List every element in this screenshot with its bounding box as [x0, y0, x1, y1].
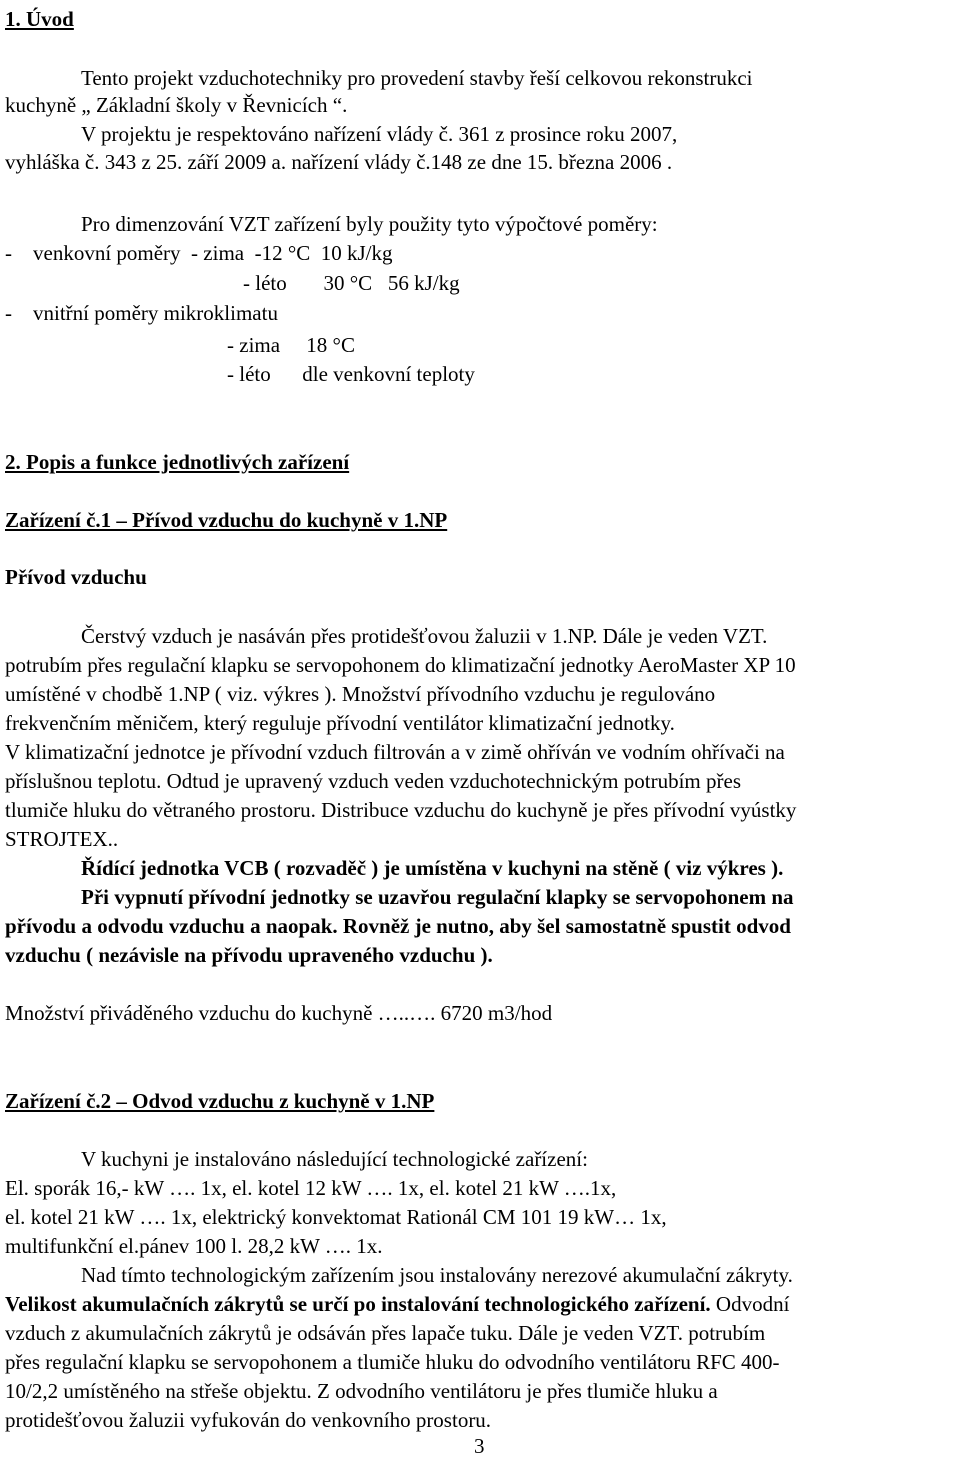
intro-line: Tento projekt vzduchotechniky pro provedení stavby řeší celkovou rekonstrukci: [81, 66, 753, 90]
indoor-conditions-summer: - léto dle venkovní teploty: [227, 362, 475, 386]
indoor-conditions-winter: - zima 18 °C: [227, 333, 355, 357]
device-1-text-line: umístěné v chodbě 1.NP ( viz. výkres ). Množství přívodního vzduchu je regulováno: [5, 682, 716, 706]
exhaust-line: vzduch z akumulačních zákrytů je odsáván přes lapače tuku. Dále je veden VZT. potrubím: [5, 1321, 766, 1345]
device-1-text-line: příslušnou teplotu. Odtud je upravený vzduch veden vzduchotechnickým potrubím přes: [5, 769, 741, 793]
shutdown-note: vzduchu ( nezávisle na přívodu upraveného vzduchu ).: [5, 943, 493, 967]
shutdown-note: Při vypnutí přívodní jednotky se uzavřou regulační klapky se servopohonem na: [81, 885, 794, 909]
intro-line: vyhláška č. 343 z 25. září 2009 a. nařízení vlády č.148 ze dne 15. března 2006 .: [5, 150, 673, 174]
device-1-text-line: Čerstvý vzduch je nasáván přes protidešťovou žaluzii v 1.NP. Dále je veden VZT.: [81, 624, 768, 648]
equipment-line: El. sporák 16,- kW …. 1x, el. kotel 12 kW …. 1x, el. kotel 21 kW ….1x,: [5, 1176, 617, 1200]
intro-line: V projektu je respektováno nařízení vlády č. 361 z prosince roku 2007,: [81, 122, 678, 146]
device-1-subheading: Přívod vzduchu: [5, 565, 147, 589]
shutdown-note: přívodu a odvodu vzduchu a naopak. Rovněž je nutno, aby šel samostatně spustit odvod: [5, 914, 791, 938]
device-1-text-line: frekvenčním měničem, který reguluje přívodní ventilátor klimatizační jednotky.: [5, 711, 675, 735]
page-number: 3: [474, 1434, 485, 1458]
device-1-text-line: V klimatizační jednotce je přívodní vzduch filtrován a v zimě ohříván ve vodním ohřívači na: [5, 740, 785, 764]
device-1-text-line: STROJTEX..: [5, 827, 119, 851]
section-2-heading: 2. Popis a funkce jednotlivých zařízení: [5, 450, 350, 474]
hoods-line: [5, 1291, 789, 1317]
equipment-line: V kuchyni je instalováno následující technologické zařízení:: [81, 1147, 588, 1171]
equipment-line: el. kotel 21 kW …. 1x, elektrický konvektomat Rationál CM 101 19 kW… 1x,: [5, 1205, 667, 1229]
exhaust-line: přes regulační klapku se servopohonem a tlumiče hluku do odvodního ventilátoru RFC 400-: [5, 1350, 780, 1374]
equipment-line: Nad tímto technologickým zařízením jsou instalovány nerezové akumulační zákryty.: [81, 1263, 793, 1287]
device-1-heading: Zařízení č.1 – Přívod vzduchu do kuchyně v 1.NP: [5, 508, 448, 532]
device-1-text-line: potrubím přes regulační klapku se servopohonem do klimatizační jednotky AeroMaster XP 10: [5, 653, 796, 677]
indoor-conditions-label: - vnitřní poměry mikroklimatu: [5, 301, 278, 325]
outdoor-conditions-summer: - léto 30 °C 56 kJ/kg: [243, 271, 460, 295]
dimensioning-intro: Pro dimenzování VZT zařízení byly použity tyto výpočtové poměry:: [81, 212, 658, 236]
device-1-text-line: tlumiče hluku do větraného prostoru. Distribuce vzduchu do kuchyně je přes přívodní vyústky: [5, 798, 797, 822]
device-2-heading: Zařízení č.2 – Odvod vzduchu z kuchyně v 1.NP: [5, 1089, 435, 1113]
exhaust-line: protidešťovou žaluzii vyfukován do venkovního prostoru.: [5, 1408, 492, 1432]
section-1-heading: 1. Úvod: [5, 7, 74, 31]
hoods-regular-text: Odvodní: [710, 1292, 790, 1316]
equipment-line: multifunkční el.pánev 100 l. 28,2 kW …. 1x.: [5, 1234, 383, 1258]
supply-air-amount: Množství přiváděného vzduchu do kuchyně …..…. 6720 m3/hod: [5, 1001, 553, 1025]
hoods-bold-text: Velikost akumulačních zákrytů se určí po instalování technologického zařízení.: [5, 1292, 711, 1316]
exhaust-line: 10/2,2 umístěného na střeše objektu. Z odvodního ventilátoru je přes tlumiče hluku a: [5, 1379, 718, 1403]
outdoor-conditions-winter: - venkovní poměry - zima -12 °C 10 kJ/kg: [5, 241, 393, 265]
intro-line: kuchyně „ Základní školy v Řevnicích “.: [5, 93, 348, 117]
control-unit-note: Řídící jednotka VCB ( rozvaděč ) je umístěna v kuchyni na stěně ( viz výkres ).: [81, 856, 784, 880]
